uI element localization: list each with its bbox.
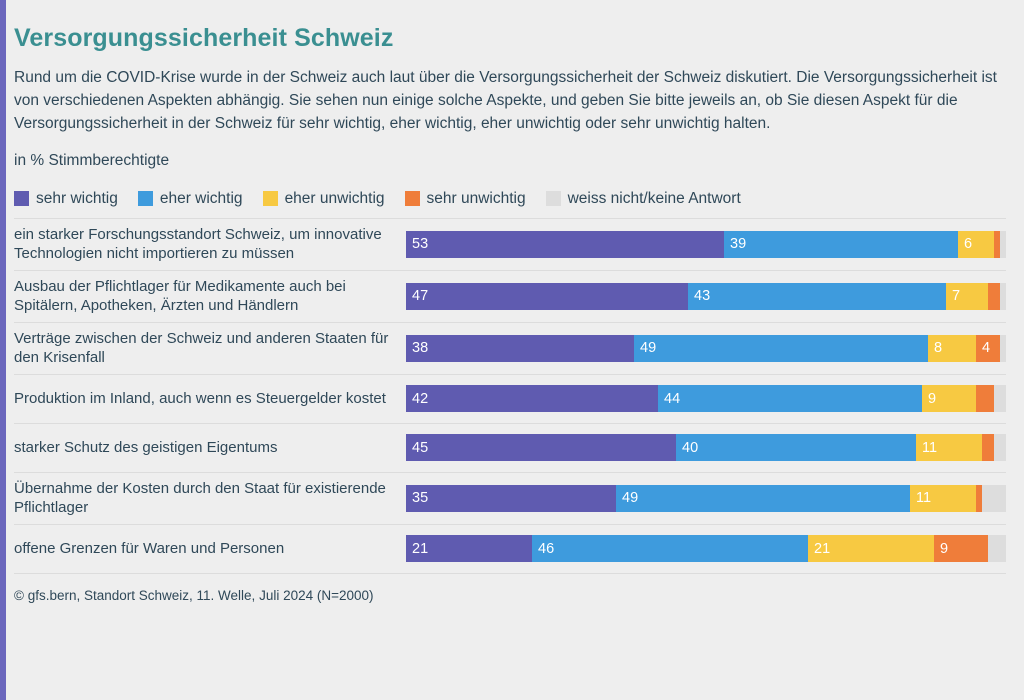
bar-segment (994, 434, 1006, 461)
bar-segment (982, 434, 994, 461)
category-label: Ausbau der Pflichtlager für Medikamente auch bei Spitälern, Apotheken, Ärzten und Händlern (14, 277, 346, 315)
category-label: Verträge zwischen der Schweiz und anderen Staaten für den Krisenfall (14, 329, 389, 367)
stacked-bar (406, 535, 1006, 562)
legend-item (546, 190, 741, 208)
page-title: Versorgungssicherheit Schweiz (14, 24, 394, 52)
bar-value-label: 49 (640, 340, 657, 357)
chart-row (14, 271, 1006, 323)
bar-segment (406, 434, 676, 461)
legend-label: weiss nicht/keine Antwort (567, 189, 741, 207)
bar-area (406, 525, 1006, 573)
bar-area (406, 424, 1006, 472)
bar-segment (916, 434, 982, 461)
bar-value-label: 9 (928, 390, 937, 407)
bar-area (406, 271, 1006, 322)
chart-row (14, 525, 1006, 574)
category-label: offene Grenzen für Waren und Personen (14, 540, 285, 558)
question-text: Rund um die COVID-Krise wurde in der Schweiz auch laut über die Versorgungssicherheit der Schweiz diskutiert. Die Versorgungssicherheit ist von verschiedenen Aspekten abhängig. Sie sehen nun einige solche Aspekte, und geben Sie bitte jeweils an, ob Sie diesen Aspekt für die Versorgungssicherheit in der Schweiz für sehr wichtig, eher wichtig, eher unwichtig oder sehr unwichtig halten. (14, 69, 997, 132)
bar-segment (406, 231, 724, 258)
bar-segment (406, 283, 688, 310)
bar-value-label: 47 (412, 288, 429, 305)
legend-item (138, 190, 243, 208)
bar-value-label: 21 (412, 540, 429, 557)
bar-segment (928, 335, 976, 362)
bar-value-label: 39 (730, 236, 747, 253)
bar-segment (958, 231, 994, 258)
category-label: Übernahme der Kosten durch den Staat für existierende Pflichtlager (14, 479, 386, 517)
stacked-bar (406, 231, 1006, 258)
source-note: © gfs.bern, Standort Schweiz, 11. Welle, Juli 2024 (N=2000) (14, 587, 374, 603)
bar-segment (988, 535, 1006, 562)
bar-value-label: 44 (664, 390, 681, 407)
bar-segment (934, 535, 988, 562)
legend-swatch-icon (138, 191, 153, 206)
bar-value-label: 43 (694, 288, 711, 305)
category-label: starker Schutz des geistigen Eigentums (14, 439, 278, 457)
bar-segment (922, 385, 976, 412)
stacked-bar-chart (14, 218, 1006, 574)
bar-segment (724, 231, 958, 258)
legend-label: sehr unwichtig (426, 189, 526, 207)
category-label: ein starker Forschungsstandort Schweiz, um innovative Technologien nicht importieren zu müssen (14, 225, 382, 263)
bar-segment (406, 335, 634, 362)
bar-value-label: 35 (412, 490, 429, 507)
bar-value-label: 53 (412, 236, 429, 253)
category-label: Produktion im Inland, auch wenn es Steuergelder kostet (14, 390, 386, 408)
stacked-bar (406, 485, 1006, 512)
bar-segment (808, 535, 934, 562)
bar-segment (406, 535, 532, 562)
bar-area (406, 219, 1006, 270)
bar-segment (658, 385, 922, 412)
bar-segment (1000, 335, 1006, 362)
bar-value-label: 40 (682, 439, 699, 456)
bar-segment (406, 485, 616, 512)
stacked-bar (406, 434, 1006, 461)
bar-segment (946, 283, 988, 310)
bar-segment (1000, 283, 1006, 310)
bar-segment (406, 385, 658, 412)
chart-row (14, 424, 1006, 473)
bar-segment (994, 385, 1006, 412)
legend-item (405, 190, 526, 208)
bar-segment (982, 485, 1006, 512)
bar-segment (1000, 231, 1006, 258)
bar-segment (616, 485, 910, 512)
bar-value-label: 42 (412, 390, 429, 407)
bar-segment (676, 434, 916, 461)
bar-area (406, 375, 1006, 423)
bar-value-label: 7 (952, 288, 961, 305)
legend-swatch-icon (405, 191, 420, 206)
bar-value-label: 38 (412, 340, 429, 357)
bar-area (406, 323, 1006, 374)
units-label: in % Stimmberechtigte (14, 151, 170, 169)
bar-area (406, 473, 1006, 524)
bar-value-label: 6 (964, 236, 973, 253)
stacked-bar (406, 335, 1006, 362)
bar-segment (688, 283, 946, 310)
bar-value-label: 46 (538, 540, 555, 557)
bar-segment (910, 485, 976, 512)
legend-label: eher wichtig (159, 189, 243, 207)
bar-value-label: 4 (982, 340, 991, 357)
legend-label: sehr wichtig (36, 189, 118, 207)
bar-segment (976, 335, 1000, 362)
chart-row (14, 375, 1006, 424)
legend-label: eher unwichtig (284, 189, 385, 207)
bar-segment (532, 535, 808, 562)
chart-row (14, 473, 1006, 525)
legend-swatch-icon (14, 191, 29, 206)
bar-segment (976, 385, 994, 412)
chart-row (14, 323, 1006, 375)
legend-item (14, 190, 118, 208)
chart-row (14, 218, 1006, 271)
bar-value-label: 45 (412, 439, 429, 456)
legend-swatch-icon (263, 191, 278, 206)
stacked-bar (406, 385, 1006, 412)
bar-value-label: 9 (940, 540, 949, 557)
bar-value-label: 11 (916, 490, 932, 507)
stacked-bar (406, 283, 1006, 310)
bar-value-label: 8 (934, 340, 943, 357)
legend-item (263, 190, 385, 208)
bar-segment (634, 335, 928, 362)
bar-value-label: 21 (814, 540, 831, 557)
legend-swatch-icon (546, 191, 561, 206)
chart-legend (14, 190, 1006, 208)
bar-segment (988, 283, 1000, 310)
bar-value-label: 11 (922, 439, 938, 456)
bar-value-label: 49 (622, 490, 639, 507)
